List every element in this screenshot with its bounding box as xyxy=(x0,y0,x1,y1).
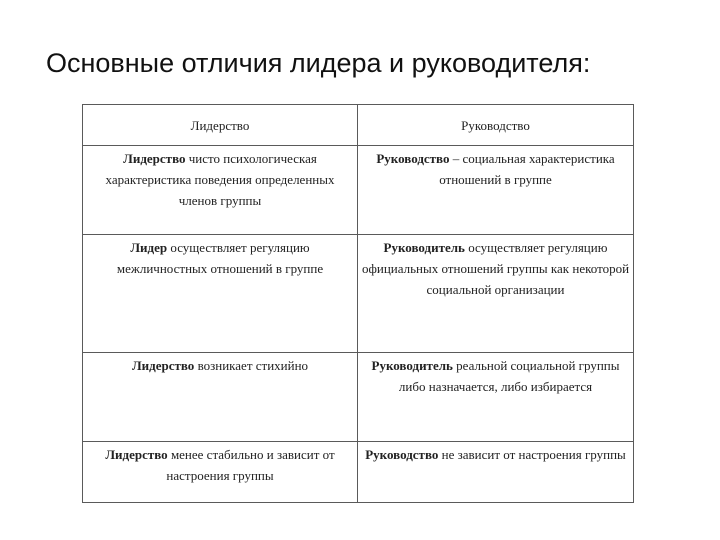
cell-text: возникает стихийно xyxy=(194,358,309,373)
cell-text: осуществляет регуляцию официальных отношений группы как некоторой социальной организации xyxy=(361,240,630,297)
table-row xyxy=(83,146,634,235)
table-row xyxy=(83,235,634,353)
table-row xyxy=(83,442,634,503)
cell-term: Руководитель xyxy=(371,358,453,373)
leadership-cell xyxy=(83,353,358,442)
table-header-row xyxy=(83,105,634,146)
cell-text: – социальная характеристика отношений в группе xyxy=(439,151,615,187)
leadership-cell xyxy=(83,235,358,353)
leadership-cell xyxy=(83,146,358,235)
slide-title: Основные отличия лидера и руководителя: xyxy=(46,48,591,78)
management-cell xyxy=(358,353,634,442)
cell-term: Лидерство xyxy=(123,151,186,166)
management-cell xyxy=(358,235,634,353)
cell-text: менее стабильно и зависит от настроения группы xyxy=(166,447,335,483)
cell-text: реальной социальной группы либо назначается, либо избирается xyxy=(398,358,620,394)
cell-text: осуществляет регуляцию межличностных отношений в группе xyxy=(116,240,324,276)
header-leadership: Лидерство xyxy=(83,105,358,146)
cell-term: Лидер xyxy=(130,240,168,255)
management-cell xyxy=(358,146,634,235)
cell-term: Лидерство xyxy=(131,358,195,373)
cell-term: Руководство xyxy=(365,447,439,462)
cell-text: не зависит от настроения группы xyxy=(438,447,626,462)
table-row xyxy=(83,353,634,442)
comparison-table xyxy=(82,104,634,503)
cell-text: чисто психологическая характеристика поведения определенных членов группы xyxy=(105,151,335,208)
cell-term: Руководство xyxy=(376,151,450,166)
cell-term: Руководитель xyxy=(383,240,465,255)
leadership-cell xyxy=(83,442,358,503)
cell-term: Лидерство xyxy=(105,447,168,462)
header-management: Руководство xyxy=(358,105,634,146)
management-cell xyxy=(358,442,634,503)
